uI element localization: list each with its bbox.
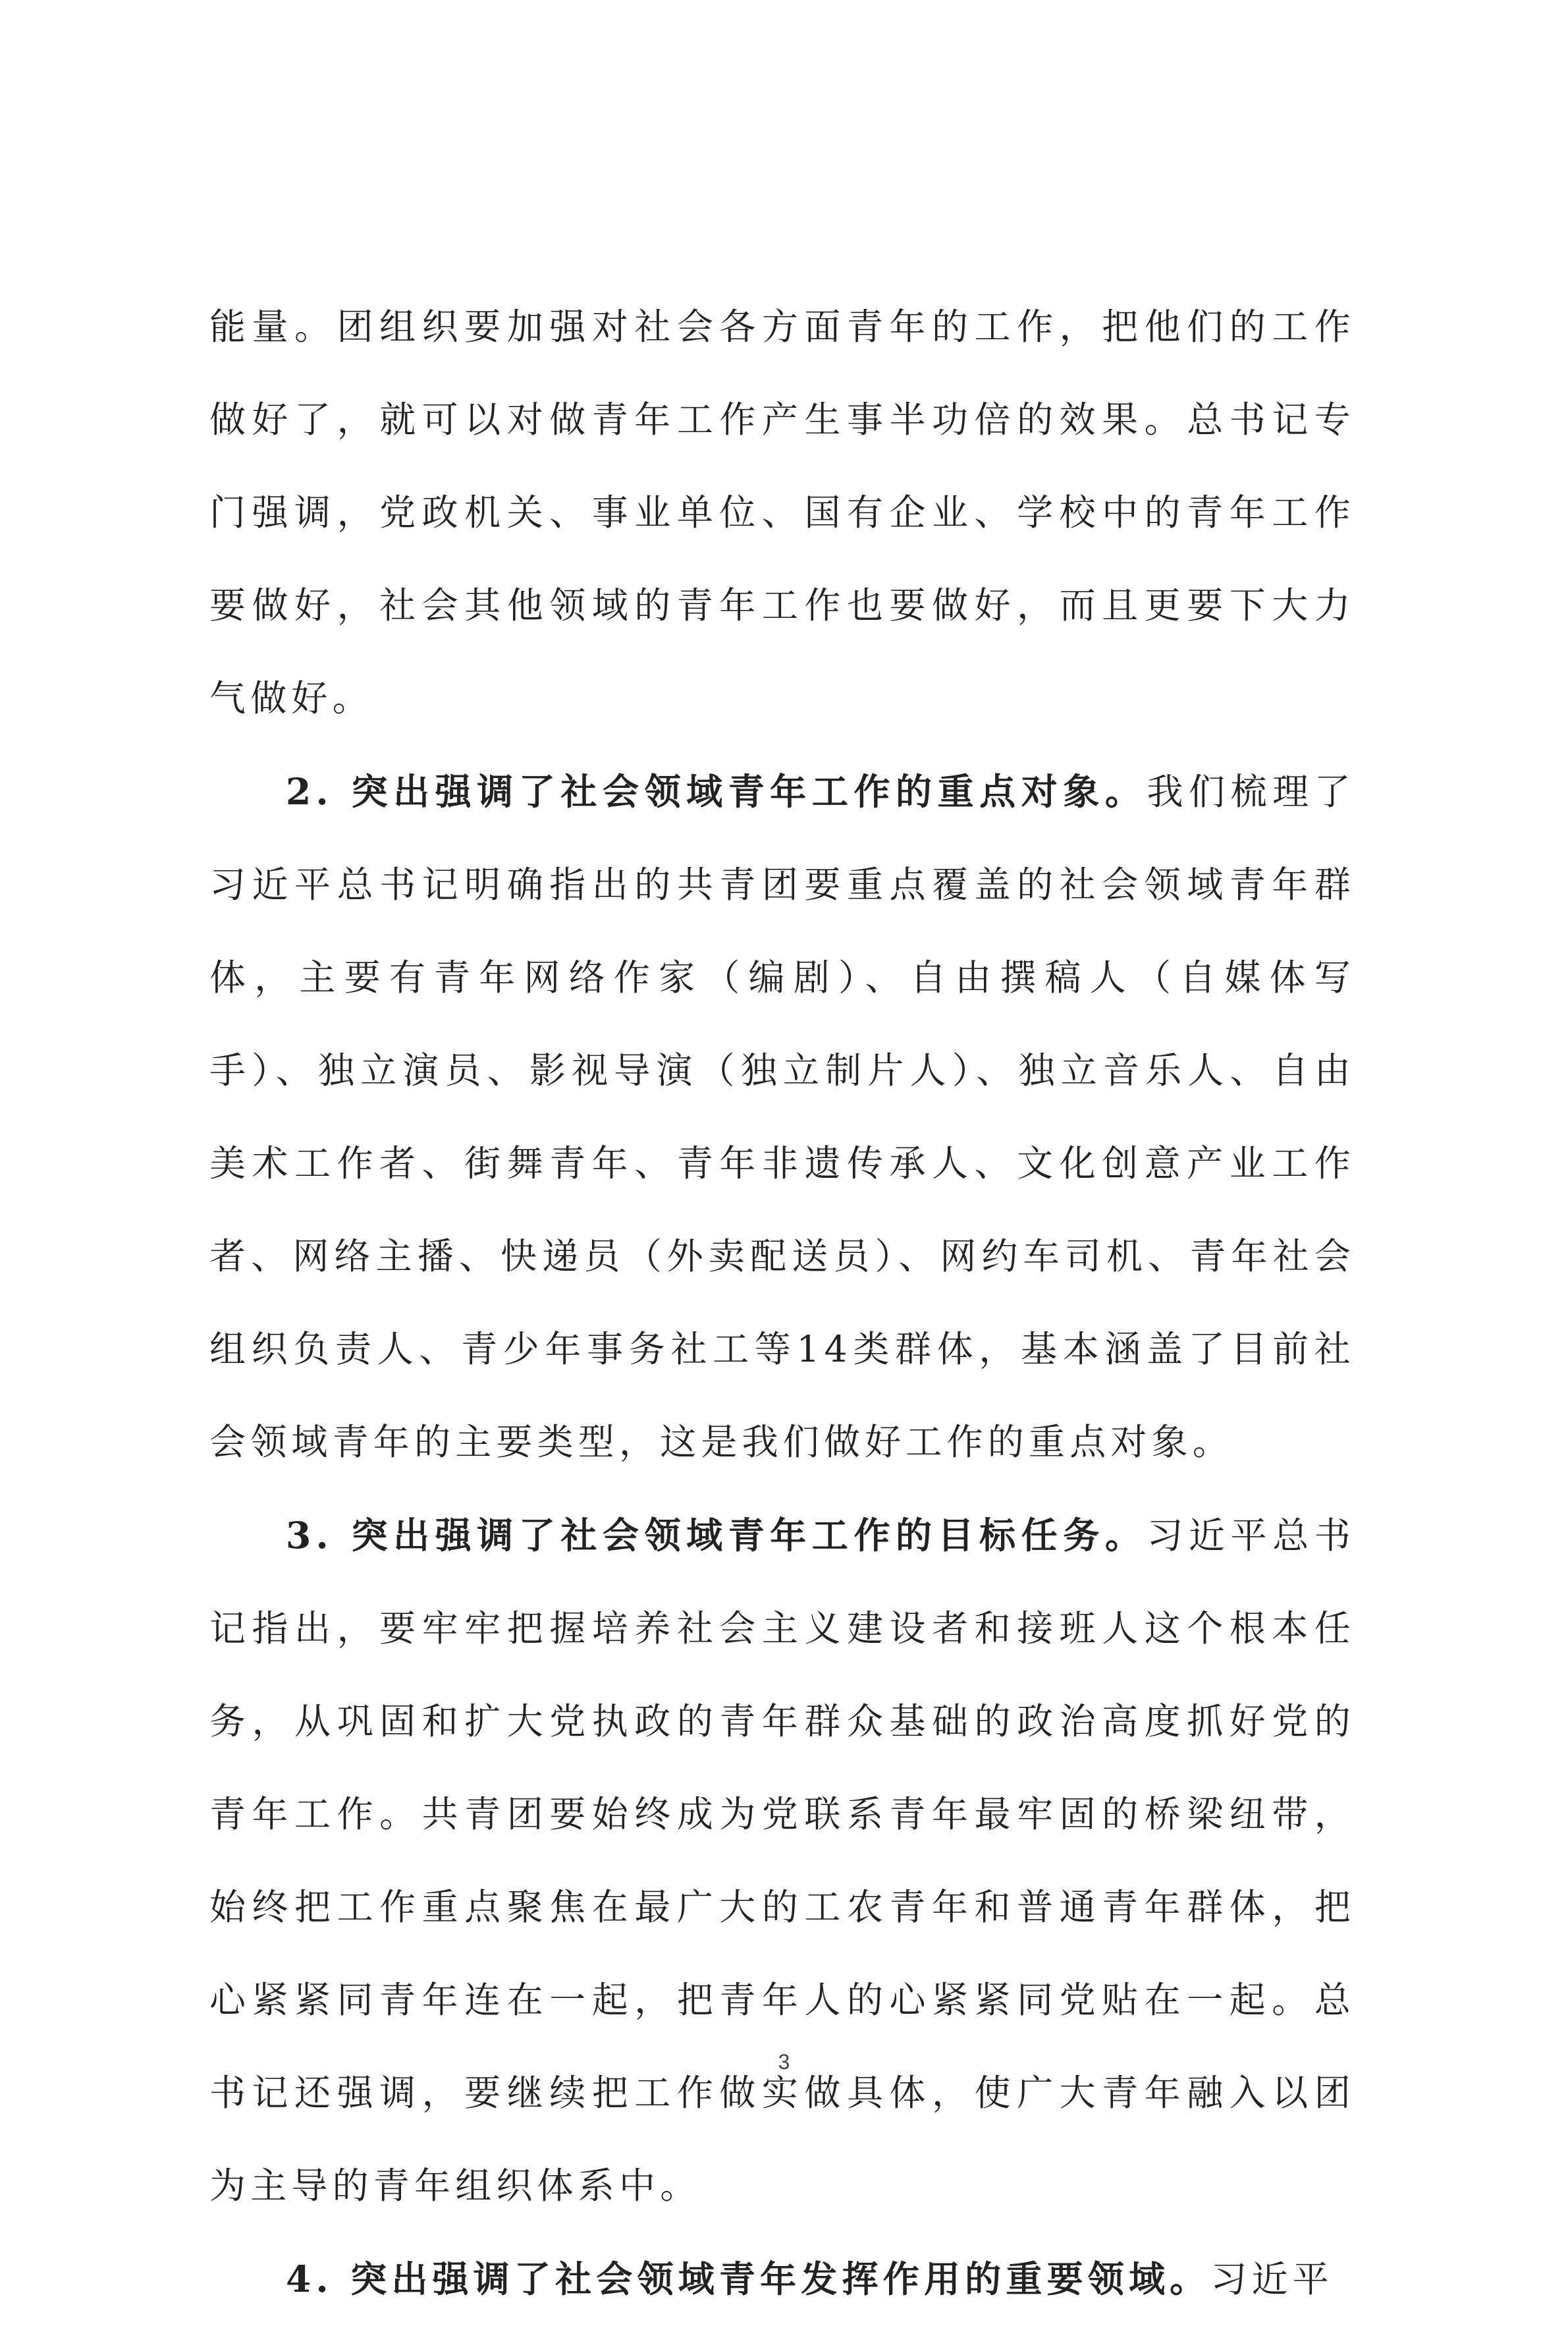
section-heading-2: 2. 突出强调了社会领域青年工作的重点对象。 [286,770,1147,813]
document-body [209,281,1355,2326]
paragraph-3 [209,1489,1355,2232]
paragraph-4-text: 习近平 [1210,2258,1334,2300]
section-heading-4: 4. 突出强调了社会领域青年发挥作用的重要领域。 [286,2257,1211,2300]
paragraph-4 [209,2232,1355,2326]
paragraph-2 [209,745,1355,1489]
paragraph-3-text: 习近平总书记指出，要牢牢把握培养社会主义建设者和接班人这个根本任务，从巩固和扩大党执政的青年群众基础的政治高度抓好党的青年工作。共青团要始终成为党联系青年最牢固的桥梁纽带，始终把工作重点聚焦在最广大的工农青年和普通青年群体，把心紧紧同青年连在一起，把青年人的心紧紧同党贴在一起。总书记还强调，要继续把工作做实做具体，使广大青年融入以团为主导的青年组织体系中。 [209,1514,1355,2207]
page-number: 3 [778,2050,790,2074]
section-heading-3: 3. 突出强调了社会领域青年工作的目标任务。 [286,1514,1147,1557]
paragraph-1 [209,281,1355,745]
paragraph-2-text: 我们梳理了习近平总书记明确指出的共青团要重点覆盖的社会领域青年群体，主要有青年网络作家（编剧）、自由撰稿人（自媒体写手）、独立演员、影视导演（独立制片人）、独立音乐人、自由美术工作者、街舞青年、青年非遗传承人、文化创意产业工作者、网络主播、快递员（外卖配送员）、网约车司机、青年社会组织负责人、青少年事务社工等14类群体，基本涵盖了目前社会领域青年的主要类型，这是我们做好工作的重点对象。 [209,771,1355,1463]
paragraph-1-text: 能量。团组织要加强对社会各方面青年的工作，把他们的工作做好了，就可以对做青年工作产生事半功倍的效果。总书记专门强调，党政机关、事业单位、国有企业、学校中的青年工作要做好，社会其他领域的青年工作也要做好，而且更要下大力气做好。 [209,306,1355,719]
